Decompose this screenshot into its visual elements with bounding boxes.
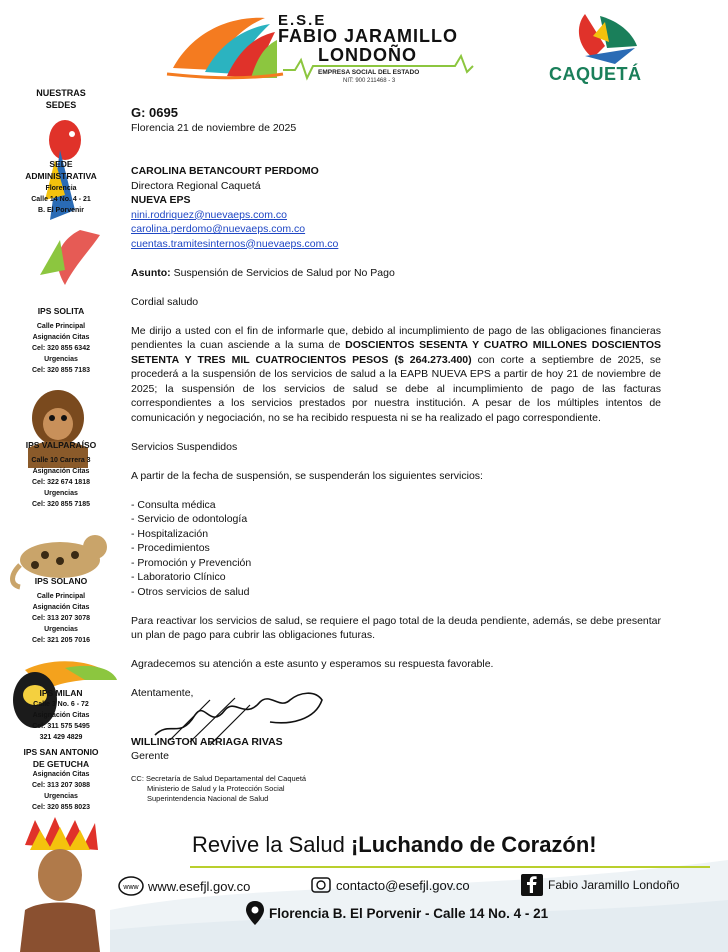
sede-0-line: Calle 14 No. 4 - 21 xyxy=(31,196,91,203)
cc-line: Superintendencia Nacional de Salud xyxy=(147,793,269,803)
header-institution-name-line2: LONDOÑO xyxy=(318,45,417,65)
sede-5-line: Cel: 313 207 3088 xyxy=(32,782,90,789)
sede-1-line: Calle Principal xyxy=(36,323,86,330)
sede-5-line: Asignación Citas xyxy=(32,771,90,778)
footer-divider xyxy=(190,866,710,868)
sede-0-line: Florencia xyxy=(45,185,77,192)
footer-website[interactable] xyxy=(118,876,250,896)
closing: Atentamente, xyxy=(131,687,194,699)
main-paragraph-part2: con corte a septiembre de 2025, se procederá a la suspensión de los servicios de salud a la EAPB NUEVA EPS a partir de hoy 21 de noviembre de 2025; la suspensión de los servicios de salud se debe al incumplimiento de pago de las facturas correspondientes a los servicios prestados por nuestra institución. A pesar de los múltiples intentos de comunicación y negociación, no se ha recibido respuesta ni se ha realizado el pago correspondiente. xyxy=(131,353,661,424)
cc-line: Ministerio de Salud y la Protección Social xyxy=(147,783,285,793)
subject-line xyxy=(131,266,661,281)
header-subtitle: EMPRESA SOCIAL DEL ESTADO xyxy=(318,69,420,76)
header-nit: NIT: 900 211468 - 3 xyxy=(343,78,396,84)
document-code: G: 0695 xyxy=(131,105,178,120)
service-item: - Servicio de odontología xyxy=(131,513,248,525)
sede-5-line: Cel: 320 855 8023 xyxy=(32,804,90,811)
sede-1-line: Cel: 320 855 7183 xyxy=(32,367,90,374)
service-item: - Otros servicios de salud xyxy=(131,585,250,598)
sede-1-name: IPS SOLITA xyxy=(37,306,85,316)
facebook-icon xyxy=(521,874,543,896)
sede-4-line: 321 429 4829 xyxy=(39,734,83,741)
service-item: - Hospitalización xyxy=(131,527,209,540)
sede-2-name: IPS VALPARAÍSO xyxy=(25,440,97,450)
location-pin-icon xyxy=(245,900,265,926)
signer-role: Gerente xyxy=(131,750,169,762)
services-intro: A partir de la fecha de suspensión, se suspenderán los siguientes servicios: xyxy=(131,469,483,482)
sede-4-name: IPS MILAN xyxy=(39,688,83,698)
caqueta-logo-text: CAQUETÁ xyxy=(549,64,642,84)
sede-0-name-line1: SEDE xyxy=(49,159,73,169)
sede-3-name: IPS SOLANO xyxy=(34,576,88,586)
sede-1-line: Urgencias xyxy=(44,356,78,363)
footer-slogan xyxy=(192,832,597,858)
recipient-org: NUEVA EPS xyxy=(131,194,191,206)
sede-3-line: Urgencias xyxy=(44,626,78,633)
recipient-name: CAROLINA BETANCOURT PERDOMO xyxy=(131,165,319,177)
slogan-part1: Revive la Salud xyxy=(192,832,351,857)
sede-5-name-line2: DE GETUCHA xyxy=(32,759,90,769)
recipient-title: Directora Regional Caquetá xyxy=(131,179,261,192)
sede-2-line: Cel: 320 855 7185 xyxy=(32,501,90,508)
sede-5-name-line1: IPS SAN ANTONIO xyxy=(23,747,99,757)
letter-date: Florencia 21 de noviembre de 2025 xyxy=(131,121,297,134)
sede-4-line: Calle 3 No. 6 - 72 xyxy=(33,701,89,708)
sede-4-line: Asignación Citas xyxy=(32,712,90,719)
globe-icon xyxy=(118,876,144,896)
sede-3-line: Asignación Citas xyxy=(32,604,90,611)
sidebar-title-line1: NUESTRAS xyxy=(36,88,86,98)
indigenous-person-illustration xyxy=(10,815,110,952)
email-text: contacto@esefjl.gov.co xyxy=(336,877,470,893)
reactivation-paragraph: Para reactivar los servicios de salud, se requiere el pago total de la deuda pendiente, además, se debe presentar un plan de pago para cubrir las obligaciones futuras. xyxy=(131,614,661,641)
sede-2-line: Asignación Citas xyxy=(32,468,90,475)
www-badge-text: www xyxy=(123,884,139,891)
sede-1-line: Cel: 320 855 6342 xyxy=(32,345,90,352)
main-paragraph xyxy=(131,324,661,426)
sede-2-line: Urgencias xyxy=(44,490,78,497)
sede-2-line: Cel: 322 674 1818 xyxy=(32,479,90,486)
thanks-paragraph: Agradecemos su atención a este asunto y esperamos su respuesta favorable. xyxy=(131,658,494,670)
service-item: - Laboratorio Clínico xyxy=(131,571,226,583)
services-list xyxy=(131,498,661,600)
subject-text: Suspensión de Servicios de Salud por No Pago xyxy=(173,266,395,279)
recipient-email-link[interactable]: nini.rodriquez@nuevaeps.com.co xyxy=(131,208,287,221)
cc-block xyxy=(131,774,661,804)
email-icon xyxy=(310,874,332,896)
sede-0-line: B. El Porvenir xyxy=(38,207,84,214)
footer-address xyxy=(245,900,548,926)
address-text: Florencia B. El Porvenir - Calle 14 No. 4 - 21 xyxy=(269,905,549,921)
sede-5-line: Urgencias xyxy=(44,793,78,800)
service-item: - Procedimientos xyxy=(131,542,210,554)
sede-4-line: Cel: 311 575 5495 xyxy=(32,723,90,730)
cc-line: CC: Secretaría de Salud Departamental del Caquetá xyxy=(131,773,307,783)
sede-3-line: Calle Principal xyxy=(36,593,86,600)
footer-email[interactable] xyxy=(310,874,470,896)
subject-label: Asunto: xyxy=(131,266,171,279)
sede-0-name-line2: ADMINISTRATIVA xyxy=(25,171,97,181)
debt-amount: DOSCIENTOS SESENTA Y CUATRO MILLONES DOSCIENTOS SETENTA Y TRES MIL CUATROCIENTOS PESOS ($ 264.273.400) xyxy=(131,339,661,366)
recipient-email-link[interactable]: carolina.perdomo@nuevaeps.com.co xyxy=(131,223,306,235)
website-text: www.esefjl.gov.co xyxy=(148,878,251,894)
facebook-text: Fabio Jaramillo Londoño xyxy=(548,878,680,892)
slogan-part2: ¡Luchando de Corazón! xyxy=(350,832,597,857)
header-institution-name-line1: FABIO JARAMILLO xyxy=(278,26,458,46)
main-paragraph-part1: Me dirijo a usted con el fin de informarle que, debido al incumplimiento de pago de las obligaciones financieras pendientes la cuan asciende a la suma de xyxy=(131,324,661,351)
recipient-email-link[interactable]: cuentas.tramitesinternos@nuevaeps.com.co xyxy=(131,237,339,250)
sede-1-line: Asignación Citas xyxy=(32,334,90,341)
sede-2-line: Calle 10 Carrera 3 xyxy=(31,457,91,464)
footer-facebook[interactable] xyxy=(521,874,679,896)
sidebar-title-line2: SEDES xyxy=(45,100,77,110)
signer-name: WILLINGTON ARRIAGA RIVAS xyxy=(131,735,283,748)
service-item: - Consulta médica xyxy=(131,498,216,511)
header-ese-label: E.S.E xyxy=(278,12,327,29)
handwritten-signature xyxy=(150,680,330,755)
section-title: Servicios Suspendidos xyxy=(131,440,238,453)
sede-3-line: Cel: 321 205 7016 xyxy=(32,637,90,644)
service-item: - Promoción y Prevención xyxy=(131,556,252,569)
sede-3-line: Cel: 313 207 3078 xyxy=(32,615,90,622)
greeting: Cordial saludo xyxy=(131,295,199,308)
